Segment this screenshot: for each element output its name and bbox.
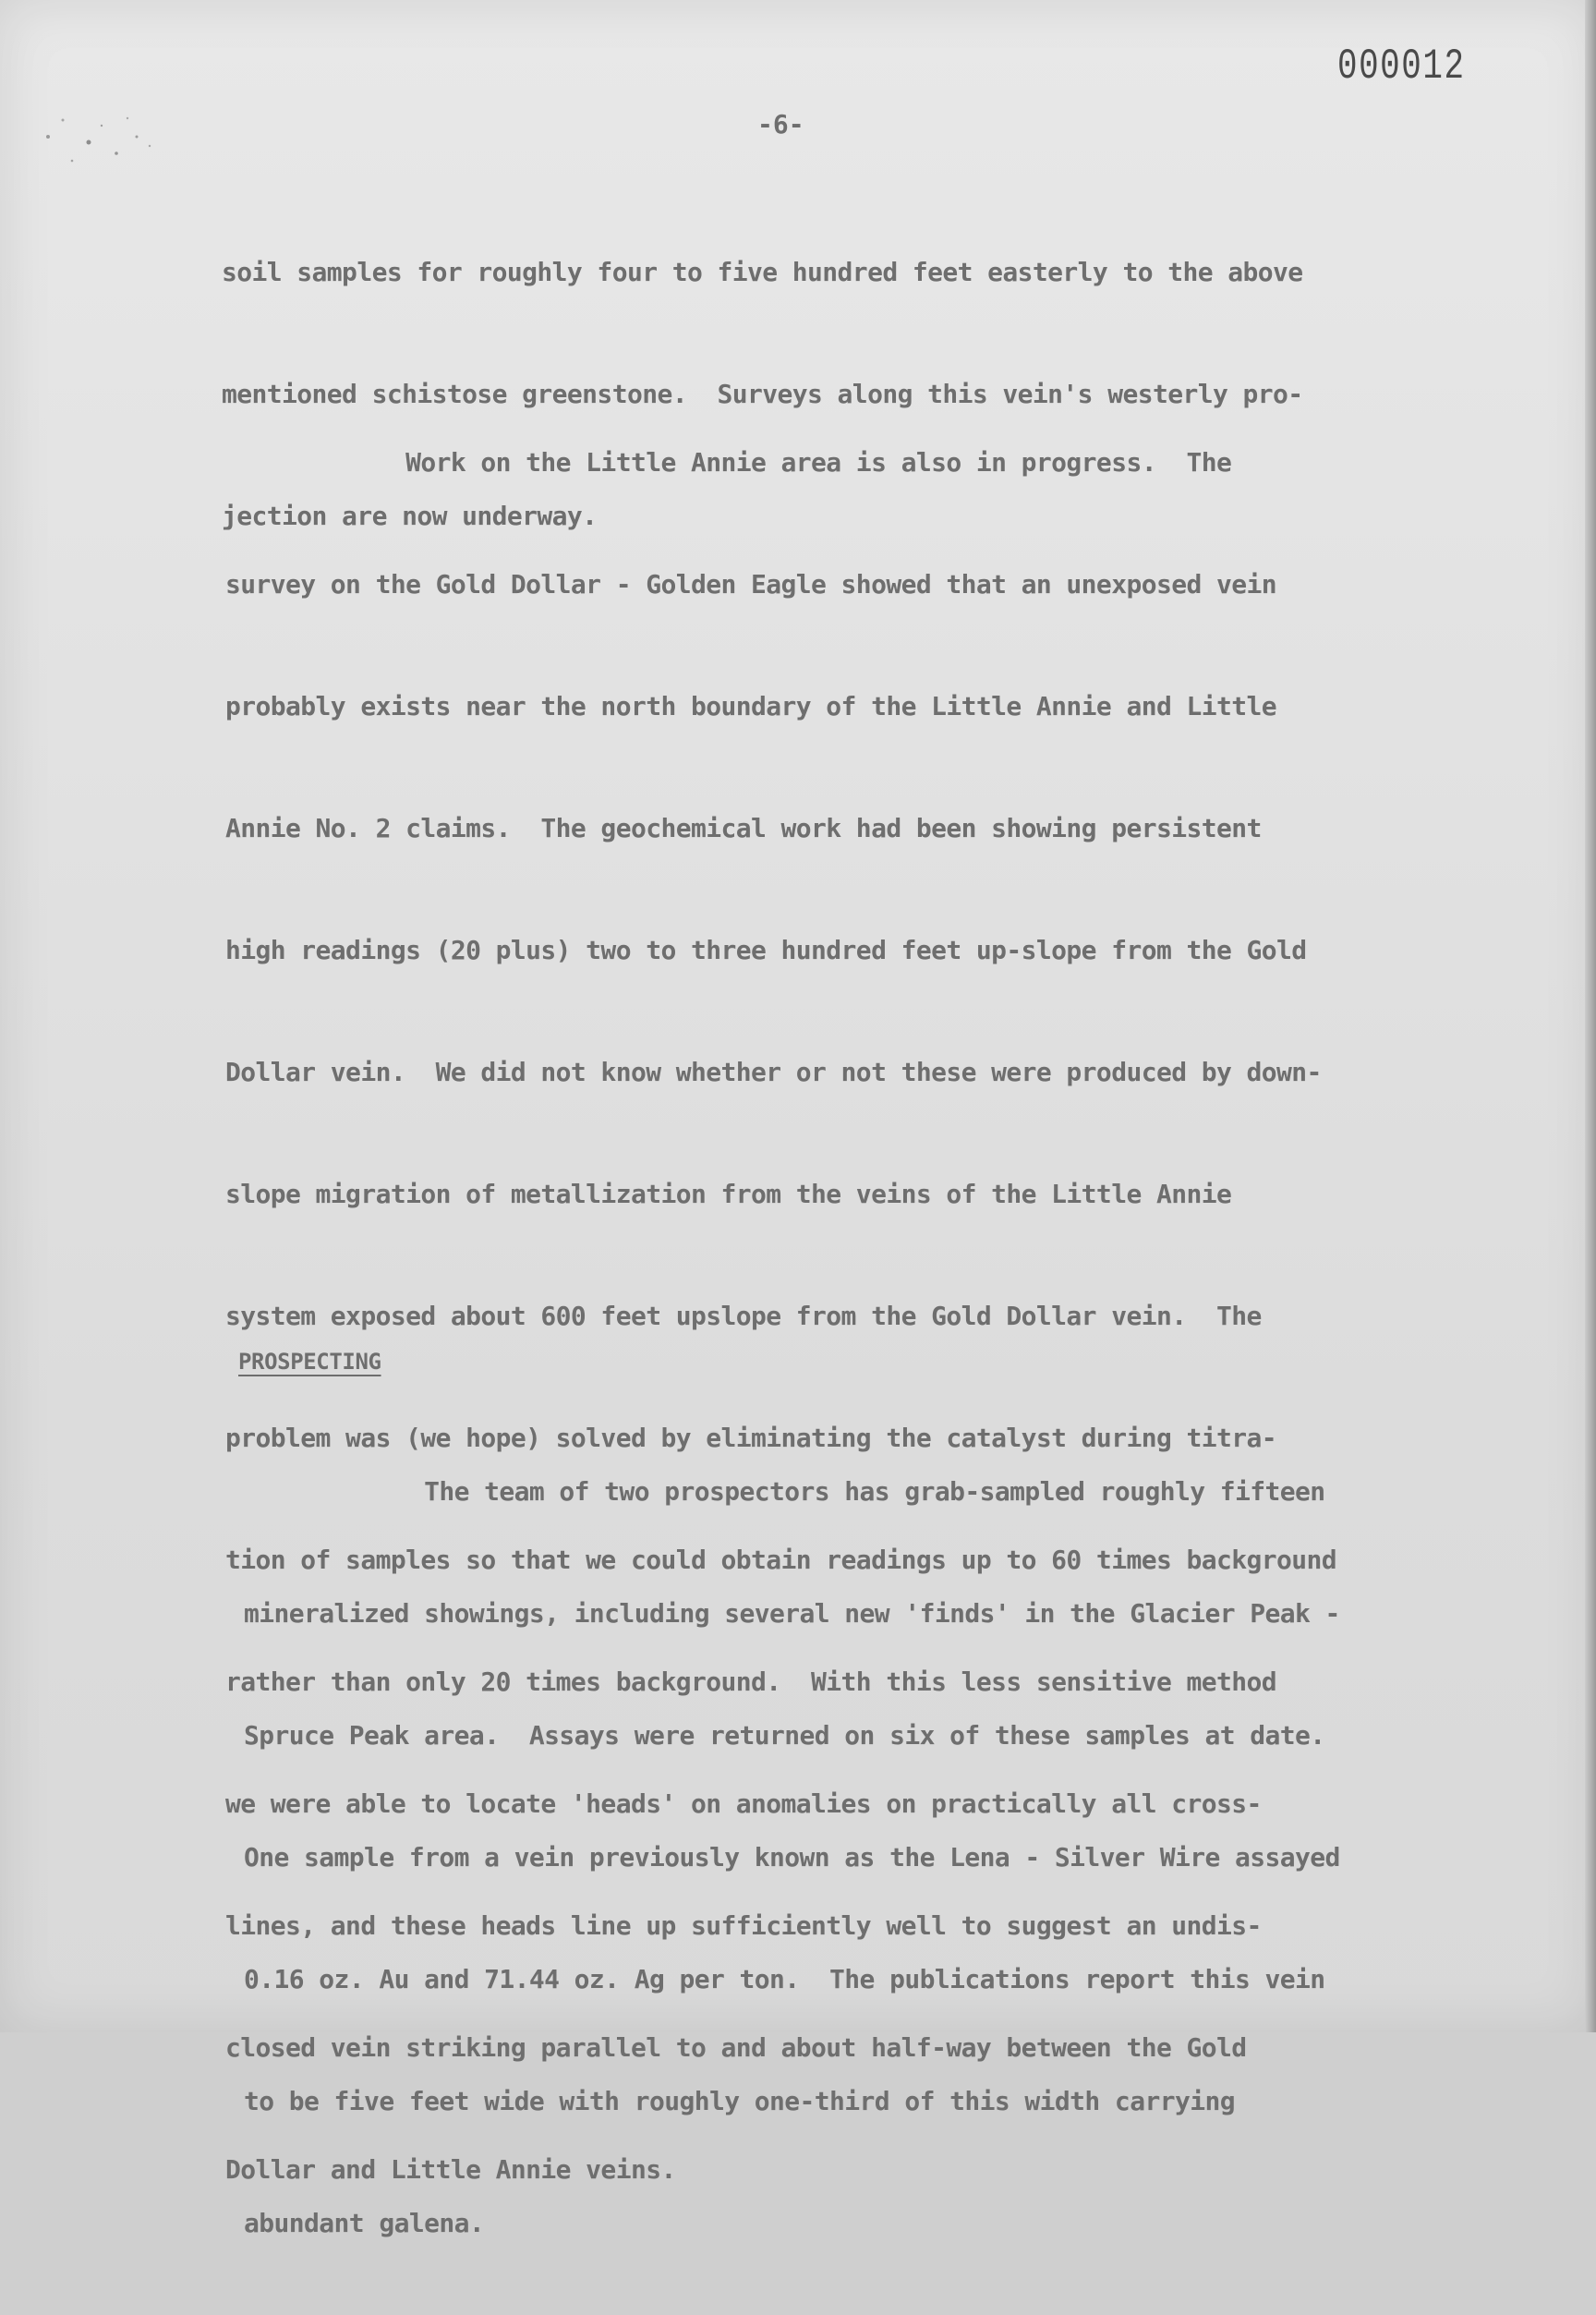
text-line: lines, and these heads line up sufficiently well to suggest an undis- [225, 1910, 1262, 1941]
text-line: Spruce Peak area. Assays were returned on six of these samples at date. [244, 1720, 1325, 1751]
text-line: survey on the Gold Dollar - Golden Eagle showed that an unexposed vein [225, 569, 1277, 600]
paragraph-prospecting [244, 1400, 1340, 2315]
text-line: jection are now underway. [222, 501, 598, 531]
text-line: soil samples for roughly four to five hundred feet easterly to the above [222, 257, 1303, 287]
text-line: Annie No. 2 claims. The geochemical work had been showing persistent [225, 813, 1262, 843]
text-line: Dollar and Little Annie veins. [225, 2154, 676, 2185]
text-line: mineralized showings, including several new 'finds' in the Glacier Peak - [244, 1598, 1340, 1629]
text-line: problem was (we hope) solved by eliminating the catalyst during titra- [225, 1423, 1277, 1453]
text-line: One sample from a vein previously known as the Lena - Silver Wire assayed [244, 1842, 1340, 1873]
text-line: rather than only 20 times background. With this less sensitive method [225, 1667, 1277, 1697]
text-line: Work on the Little Annie area is also in progress. The [225, 447, 1232, 478]
text-line: 0.16 oz. Au and 71.44 oz. Ag per ton. The publications report this vein [244, 1964, 1325, 1994]
text-line: closed vein striking parallel to and about half-way between the Gold [225, 2032, 1247, 2063]
text-line: abundant galena. [244, 2208, 485, 2238]
section-heading: PROSPECTING [238, 1349, 381, 1375]
text-line: system exposed about 600 feet upslope from the Gold Dollar vein. The [225, 1301, 1262, 1331]
text-line: to be five feet wide with roughly one-third of this width carrying [244, 2086, 1235, 2116]
text-line: high readings (20 plus) two to three hundred feet up-slope from the Gold [225, 935, 1307, 965]
text-line: probably exists near the north boundary of the Little Annie and Little [225, 691, 1277, 721]
paper-specks-decoration [35, 100, 183, 183]
page-identifier: 000012 [1337, 42, 1466, 91]
page-edge-shadow [1585, 0, 1596, 2032]
text-line: slope migration of metallization from the veins of the Little Annie [225, 1179, 1232, 1209]
page-number: -6- [757, 109, 804, 139]
text-line: mentioned schistose greenstone. Surveys along this vein's westerly pro- [222, 379, 1303, 409]
text-line: tion of samples so that we could obtain readings up to 60 times background [225, 1545, 1337, 1575]
text-line: The team of two prospectors has grab-sampled roughly fifteen [244, 1476, 1325, 1507]
text-line: Dollar vein. We did not know whether or not these were produced by down- [225, 1057, 1322, 1087]
text-line: we were able to locate 'heads' on anomalies on practically all cross- [225, 1788, 1262, 1819]
